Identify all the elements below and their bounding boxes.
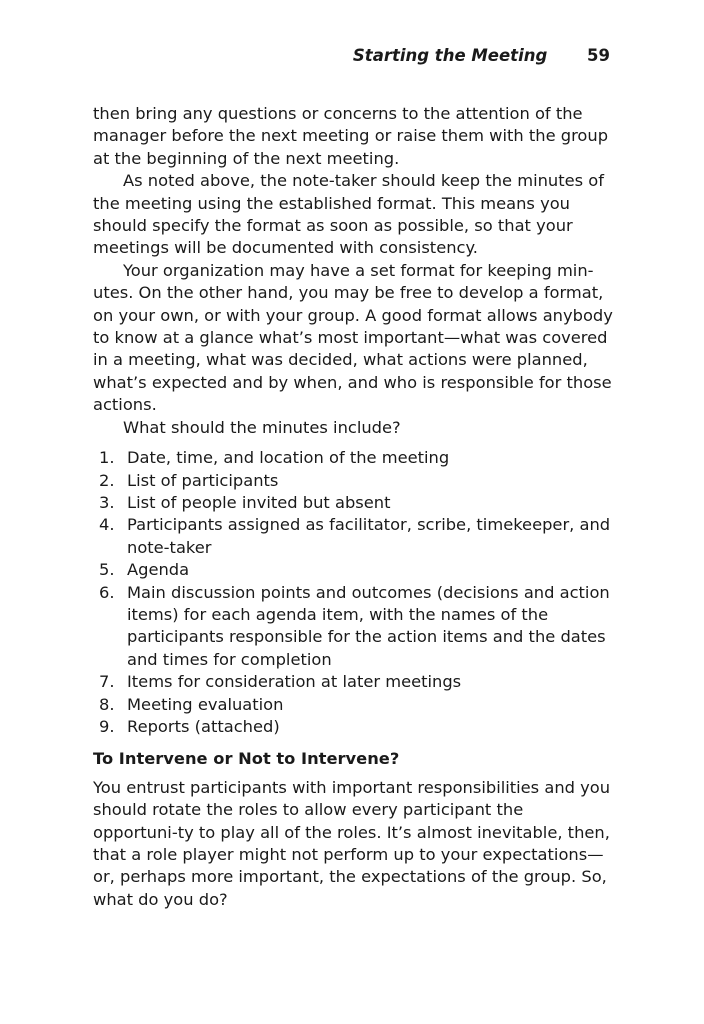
list-item-text: List of people invited but absent [127, 492, 391, 512]
list-item-text: Date, time, and location of the meeting [127, 448, 450, 468]
list-item [93, 470, 613, 492]
paragraph-format: Your organization may have a set format for keeping min-utes. On the other hand, you may be free to develop a format, on your own, or with your group. A good format allows anybody to know at a glance what’s most important—what was covered in a meeting, what was decided, what actions were planned, what’s expected and by when, and who is responsible for those actions. [93, 260, 613, 415]
list-item-number: 2. [99, 470, 115, 490]
list-item-number: 1. [99, 448, 115, 468]
minutes-contents-list [93, 447, 613, 738]
list-item-text: List of participants [127, 470, 279, 490]
list-item-number: 5. [99, 560, 115, 580]
paragraph-note-taker: As noted above, the note-taker should keep the minutes of the meeting using the established format. This means you should specify the format as soon as possible, so that your meetings will be documented with consistency. [93, 171, 604, 258]
section-paragraph: You entrust participants with important responsibilities and you should rotate the roles to allow every participant the opportuni-ty to play all of the roles. It’s almost inevitable, then, that a role player might not perform up to your expectations—or, perhaps more important, the expectations of the group. So, what do you do? [93, 777, 611, 909]
list-item-text: Reports (attached) [127, 716, 280, 736]
list-item-text: Meeting evaluation [127, 694, 284, 714]
list-item [93, 694, 613, 716]
page-body [93, 103, 613, 911]
page-number: 59 [587, 46, 610, 65]
list-item [93, 671, 613, 693]
section-heading: To Intervene or Not to Intervene? [93, 749, 400, 769]
list-item-number: 3. [99, 492, 115, 512]
list-item [93, 559, 613, 581]
running-head [353, 46, 610, 65]
list-item [93, 514, 613, 559]
list-item-text: Items for consideration at later meetings [127, 672, 462, 692]
paragraph-continuation: then bring any questions or concerns to the attention of the manager before the next meeting or raise them with the group at the beginning of the next meeting. [93, 104, 609, 168]
list-item-number: 4. [99, 515, 115, 535]
list-item [93, 582, 613, 672]
list-item [93, 492, 613, 514]
list-item-text: Participants assigned as facilitator, scribe, timekeeper, and note-taker [127, 515, 611, 557]
list-item-text: Main discussion points and outcomes (decisions and action items) for each agenda item, with the names of the participants responsible for the action items and the dates and times for completion [127, 582, 610, 669]
list-item-number: 9. [99, 716, 115, 736]
list-item-text: Agenda [127, 560, 190, 580]
list-item [93, 447, 613, 469]
list-item [93, 716, 613, 738]
paragraph-question: What should the minutes include? [123, 417, 401, 437]
running-head-title: Starting the Meeting [352, 46, 548, 65]
list-item-number: 7. [99, 672, 115, 692]
list-item-number: 6. [99, 582, 115, 602]
list-item-number: 8. [99, 694, 115, 714]
